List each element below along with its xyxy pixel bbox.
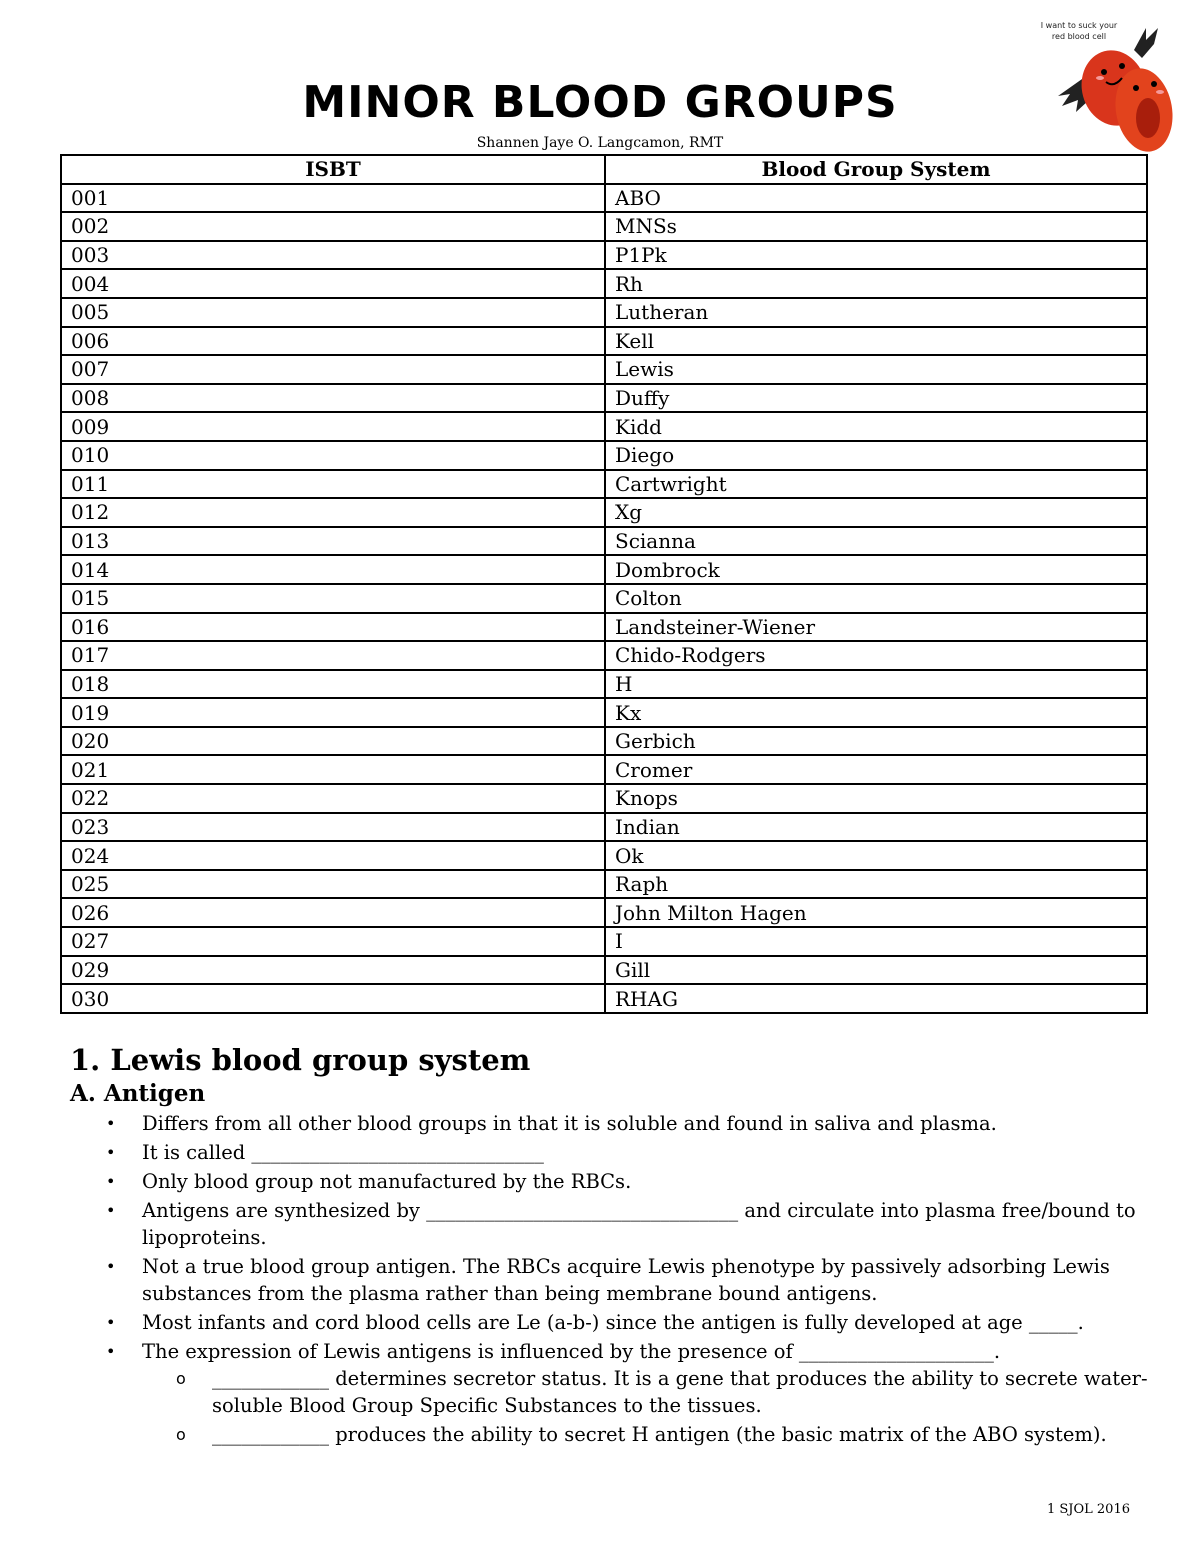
col-header-isbt: ISBT [61,155,605,184]
table-row [61,355,1147,384]
bullet-icon: • [106,1257,116,1276]
isbt-number-cell: 003 [61,241,605,270]
table-row [61,698,1147,727]
col-header-system: Blood Group System [605,155,1147,184]
table-row [61,813,1147,842]
isbt-number-cell: 013 [61,527,605,556]
isbt-number-cell: 029 [61,956,605,985]
isbt-number-cell: 023 [61,813,605,842]
list-item: • Only blood group not manufactured by the RBCs. [106,1170,632,1193]
sub-list-item: o ____________ produces the ability to secret H antigen (the basic matrix of the ABO system). [176,1423,1107,1446]
isbt-number-cell: 001 [61,184,605,213]
blood-group-system-cell: Diego [605,441,1147,470]
table-header-row [61,155,1147,184]
table-row [61,212,1147,241]
blood-group-system-cell: Xg [605,498,1147,527]
table-row [61,298,1147,327]
antigen-bullet-list [70,1110,1150,1450]
list-item: • Differs from all other blood groups in that it is soluble and found in saliva and plasma. [106,1112,997,1135]
isbt-number-cell: 020 [61,727,605,756]
table-row [61,498,1147,527]
subsection-heading: A. Antigen [70,1080,206,1107]
blood-group-system-cell: John Milton Hagen [605,898,1147,927]
blood-group-system-cell: Knops [605,784,1147,813]
isbt-number-cell: 022 [61,784,605,813]
blood-group-system-cell: P1Pk [605,241,1147,270]
isbt-number-cell: 026 [61,898,605,927]
isbt-number-cell: 030 [61,984,605,1013]
secretor-sub-list [142,1365,1150,1448]
bullet-icon: • [106,1114,116,1133]
table-row [61,441,1147,470]
blood-group-system-cell: Gerbich [605,727,1147,756]
blood-group-system-cell: H [605,670,1147,699]
isbt-number-cell: 006 [61,327,605,356]
isbt-number-cell: 025 [61,870,605,899]
blood-group-system-cell: Lewis [605,355,1147,384]
isbt-number-cell: 014 [61,555,605,584]
table-row [61,269,1147,298]
blood-group-system-cell: I [605,927,1147,956]
isbt-table [60,154,1148,1014]
isbt-number-cell: 017 [61,641,605,670]
isbt-number-cell: 024 [61,841,605,870]
circle-bullet-icon: o [176,1425,186,1444]
blood-group-system-cell: Lutheran [605,298,1147,327]
table-row [61,241,1147,270]
table-row [61,755,1147,784]
table-row [61,641,1147,670]
bullet-icon: • [106,1201,116,1220]
blood-group-system-cell: Scianna [605,527,1147,556]
isbt-number-cell: 005 [61,298,605,327]
isbt-number-cell: 015 [61,584,605,613]
isbt-number-cell: 011 [61,470,605,499]
isbt-number-cell: 008 [61,384,605,413]
isbt-number-cell: 019 [61,698,605,727]
blood-group-system-cell: Indian [605,813,1147,842]
table-row [61,555,1147,584]
blood-group-system-cell: MNSs [605,212,1147,241]
page-footer: 1 SJOL 2016 [1046,1502,1130,1517]
table-row [61,527,1147,556]
bullet-icon: • [106,1172,116,1191]
mascot-caption: I want to suck your red blood cell [1040,21,1118,41]
table-row [61,384,1147,413]
table-row [61,584,1147,613]
table-row [61,327,1147,356]
table-row [61,784,1147,813]
table-row [61,184,1147,213]
isbt-number-cell: 027 [61,927,605,956]
list-item: • Antigens are synthesized by ________________________________ and circulate into plasma free/bound to lipoproteins. [106,1199,1136,1249]
blood-group-system-cell: Kell [605,327,1147,356]
blood-group-system-cell: Cromer [605,755,1147,784]
isbt-number-cell: 009 [61,412,605,441]
isbt-number-cell: 016 [61,613,605,642]
blood-cell-mascot-icon [1030,14,1190,164]
blood-group-system-cell: Gill [605,956,1147,985]
list-item: • Not a true blood group antigen. The RBCs acquire Lewis phenotype by passively adsorbing Lewis substances from the plasma rather than being membrane bound antigens. [106,1255,1110,1305]
isbt-number-cell: 010 [61,441,605,470]
isbt-number-cell: 002 [61,212,605,241]
table-row [61,613,1147,642]
blood-group-system-cell: Ok [605,841,1147,870]
table-row [61,870,1147,899]
blood-group-system-cell: Rh [605,269,1147,298]
list-item: • Most infants and cord blood cells are Le (a-b-) since the antigen is fully developed at age _____. [106,1311,1084,1334]
table-row [61,470,1147,499]
table-row [61,412,1147,441]
blood-group-system-cell: Dombrock [605,555,1147,584]
blood-group-system-cell: Landsteiner-Wiener [605,613,1147,642]
blood-group-system-cell: RHAG [605,984,1147,1013]
bullet-icon: • [106,1313,116,1332]
list-item: • The expression of Lewis antigens is influenced by the presence of ____________________. o ____________ determines secretor status. It is a gene that produces the ability to secrete water-soluble Blood Group Specific Substances to the tissues. o ____________ produces the ability to secret H antigen (the basic matrix of the ABO system). [70,1338,1150,1448]
table-row [61,727,1147,756]
bullet-icon: • [106,1143,116,1162]
blood-group-system-cell: Kidd [605,412,1147,441]
blood-group-system-cell: Kx [605,698,1147,727]
isbt-number-cell: 021 [61,755,605,784]
blood-group-system-cell: Raph [605,870,1147,899]
section-heading: 1. Lewis blood group system [70,1043,531,1077]
isbt-number-cell: 004 [61,269,605,298]
blood-group-system-cell: ABO [605,184,1147,213]
isbt-number-cell: 007 [61,355,605,384]
table-row [61,927,1147,956]
author-line: Shannen Jaye O. Langcamon, RMT [476,135,724,151]
blood-group-system-cell: Duffy [605,384,1147,413]
table-row [61,984,1147,1013]
isbt-number-cell: 012 [61,498,605,527]
isbt-number-cell: 018 [61,670,605,699]
table-row [61,898,1147,927]
table-row [61,956,1147,985]
table-row [61,670,1147,699]
blood-group-system-cell: Chido-Rodgers [605,641,1147,670]
sub-list-item: o ____________ determines secretor status. It is a gene that produces the ability to secrete water-soluble Blood Group Specific Substances to the tissues. [176,1367,1148,1417]
bullet-icon: • [106,1342,116,1361]
table-row [61,841,1147,870]
blood-group-system-cell: Colton [605,584,1147,613]
list-item: • It is called ______________________________ [106,1141,544,1164]
page-title: MINOR BLOOD GROUPS [302,77,898,128]
circle-bullet-icon: o [176,1369,186,1388]
blood-group-system-cell: Cartwright [605,470,1147,499]
